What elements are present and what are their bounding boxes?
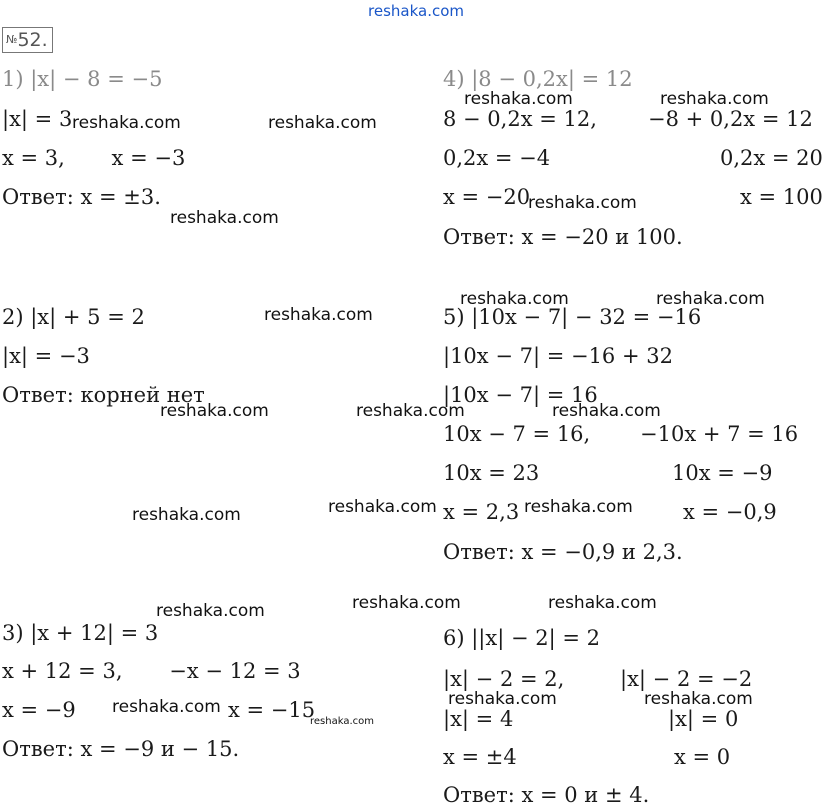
part4-line: x = 100 (740, 185, 823, 209)
part3-line: x = −15 (228, 698, 316, 722)
part6-answer: Ответ: x = 0 и ± 4. (443, 783, 650, 807)
part5-line: |10x − 7| = −16 + 32 (443, 344, 673, 368)
watermark: reshaka.com (356, 401, 465, 421)
part5-line: x = 2,3 (443, 500, 520, 524)
part5-line: x = −0,9 (683, 500, 777, 524)
part6-line: x = ±4 (443, 745, 517, 769)
part6-line: |x| = 4 (443, 707, 514, 731)
watermark: reshaka.com (552, 401, 661, 421)
part4-line: 0,2x = 20 (720, 146, 823, 170)
numero-sign: № (6, 33, 18, 46)
problem-number-box (2, 27, 53, 53)
part3-line: x + 12 = 3, −x − 12 = 3 (2, 659, 301, 683)
part2-line: |x| = −3 (2, 344, 90, 368)
part4-line: −8 + 0,2x = 12 (648, 107, 813, 131)
part4-statement: 4) |8 − 0,2x| = 12 (443, 67, 633, 91)
part3-line: x = −9 (2, 698, 76, 722)
part3-answer: Ответ: x = −9 и − 15. (2, 737, 240, 761)
watermark: reshaka.com (72, 113, 181, 133)
part6-line: |x| = 0 (668, 707, 739, 731)
watermark: reshaka.com (448, 689, 557, 709)
part6-line: |x| − 2 = −2 (620, 667, 753, 691)
part6-line: |x| − 2 = 2, (443, 667, 565, 691)
watermark: reshaka.com (464, 89, 573, 109)
part5-line: 10x = 23 (443, 461, 540, 485)
part1-answer: Ответ: x = ±3. (2, 185, 161, 209)
watermark: reshaka.com (460, 289, 569, 309)
part1-statement: 1) |x| − 8 = −5 (2, 67, 163, 91)
watermark: reshaka.com (660, 89, 769, 109)
part6-line: x = 0 (674, 745, 731, 769)
site-header-watermark[interactable]: reshaka.com (368, 2, 464, 20)
part3-statement: 3) |x + 12| = 3 (2, 621, 159, 645)
watermark: reshaka.com (156, 601, 265, 621)
problem-number: 52. (17, 29, 48, 51)
watermark: reshaka.com (528, 193, 637, 213)
part2-answer: Ответ: корней нет (2, 383, 205, 407)
part1-line: x = 3, x = −3 (2, 146, 186, 170)
part5-line: 10x − 7 = 16, (443, 422, 591, 446)
watermark: reshaka.com (112, 697, 221, 717)
watermark: reshaka.com (524, 497, 633, 517)
watermark: reshaka.com (170, 208, 279, 228)
watermark: reshaka.com (656, 289, 765, 309)
part1-line: |x| = 3 (2, 107, 73, 131)
watermark: reshaka.com (352, 593, 461, 613)
part5-statement: 5) |10x − 7| − 32 = −16 (443, 305, 702, 329)
watermark: reshaka.com (132, 505, 241, 525)
part5-line: |10x − 7| = 16 (443, 383, 598, 407)
part4-answer: Ответ: x = −20 и 100. (443, 225, 683, 249)
part5-answer: Ответ: x = −0,9 и 2,3. (443, 540, 683, 564)
watermark: reshaka.com (268, 113, 377, 133)
part4-line: 0,2x = −4 (443, 146, 551, 170)
watermark: reshaka.com (264, 305, 373, 325)
part2-statement: 2) |x| + 5 = 2 (2, 305, 145, 329)
watermark: reshaka.com (548, 593, 657, 613)
part5-line: 10x = −9 (672, 461, 773, 485)
part4-line: x = −20 (443, 185, 531, 209)
part4-line: 8 − 0,2x = 12, (443, 107, 597, 131)
watermark: reshaka.com (160, 401, 269, 421)
part5-line: −10x + 7 = 16 (640, 422, 799, 446)
watermark-small: reshaka.com (310, 716, 374, 727)
watermark: reshaka.com (644, 689, 753, 709)
watermark: reshaka.com (328, 497, 437, 517)
part6-statement: 6) ||x| − 2| = 2 (443, 626, 600, 650)
